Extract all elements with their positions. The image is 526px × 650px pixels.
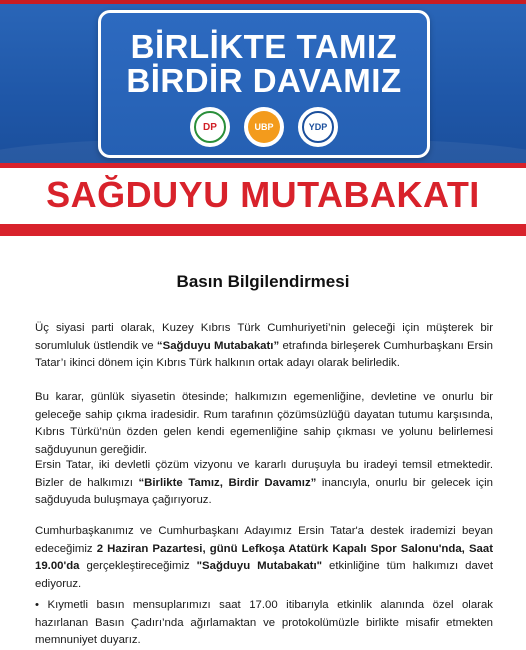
slogan-line-1: BİRLİKTE TAMIZ bbox=[130, 28, 398, 65]
p3-text-c: inancıyla, onurlu bir gelecek için sağduyuda buluşmaya çağırıyoruz. bbox=[35, 476, 493, 506]
p1-text-a: Üç siyasi parti olarak, Kuzey Kıbrıs Türk Cumhuriyeti’nin geleceği için müşterek bir sorumluluk üstlendik ve bbox=[35, 322, 493, 352]
paragraph-5: • Kıymetli basın mensuplarımızı saat 17.00 itibarıyla etkinlik alanında özel olarak hazırlanan Basın Çadırı’nda ağırlamaktan ve protokolümüzle birlikte misafir etmekten memnuniyet duyarız. bbox=[35, 599, 493, 646]
p4-bold-event: "Sağduyu Mutabakatı" bbox=[196, 560, 323, 572]
ydp-logo-label: YDP bbox=[302, 111, 334, 143]
title-band bbox=[0, 163, 526, 236]
band-bottom-bar bbox=[0, 224, 526, 236]
band-title: SAĞDUYU MUTABAKATI bbox=[46, 174, 480, 215]
paragraph-1 bbox=[35, 320, 493, 373]
slogan-line-2: BİRDİR DAVAMIZ bbox=[126, 62, 402, 99]
campaign-header bbox=[0, 0, 526, 163]
ubp-party-logo-icon bbox=[244, 107, 284, 147]
p1-bold: “Sağduyu Mutabakatı” bbox=[156, 339, 280, 352]
dp-logo-label: DP bbox=[194, 111, 226, 143]
p4-text-e: etkinliğine tüm halkımızı davet ediyoruz. bbox=[35, 560, 494, 590]
p4-bold-date: 2 Haziran Pazartesi, günü Lefkoşa Atatürk Kapalı Spor Salonu'nda, Saat 19.00'da bbox=[35, 542, 494, 572]
p3-bold: “Birlikte Tamız, Birdir Davamız” bbox=[138, 476, 317, 489]
top-red-stripe bbox=[0, 0, 526, 4]
paragraph-2: Bu karar, günlük siyasetin ötesinde; halkımızın egemenliğine, devletine ve onurlu bir geleceğe sahip çıkma iradesidir. Rum tarafının çözümsüzlüğü dayatan tutumu karşısında, Kıbrıs Türkü’nün özden gelen kendi egemenliğine sahip çıkması ve yolunu belirlemesi sağduyunun gereğidir. bbox=[35, 391, 493, 456]
document-title: Basın Bilgilendirmesi bbox=[176, 272, 350, 291]
p4-text-a: Cumhurbaşkanımız ve Cumhurbaşkanı Adayımız Ersin Tatar'a destek irademizi beyan edeceğimiz bbox=[35, 525, 493, 555]
p1-text-c: etrafında birleşerek Cumhurbaşkanı Ersin Tatar’ı ikinci dönem için Kıbrıs Türk halkının ortak adayı olarak belirledik. bbox=[35, 339, 493, 369]
ubp-logo-label: UBP bbox=[248, 111, 280, 143]
p3-text-a: Ersin Tatar, iki devletli çözüm vizyonu ve kararlı duruşuyla bu iradeyi temsil etmektedir. Bizler de halkımızı bbox=[35, 459, 493, 489]
p4-text-c: gerçekleştireceğimiz bbox=[79, 560, 197, 572]
party-logos bbox=[101, 107, 427, 151]
ydp-party-logo-icon bbox=[298, 107, 338, 147]
paragraph-4 bbox=[35, 523, 493, 593]
dp-party-logo-icon bbox=[190, 107, 230, 147]
paragraph-3 bbox=[35, 457, 493, 510]
slogan-banner bbox=[98, 10, 430, 158]
